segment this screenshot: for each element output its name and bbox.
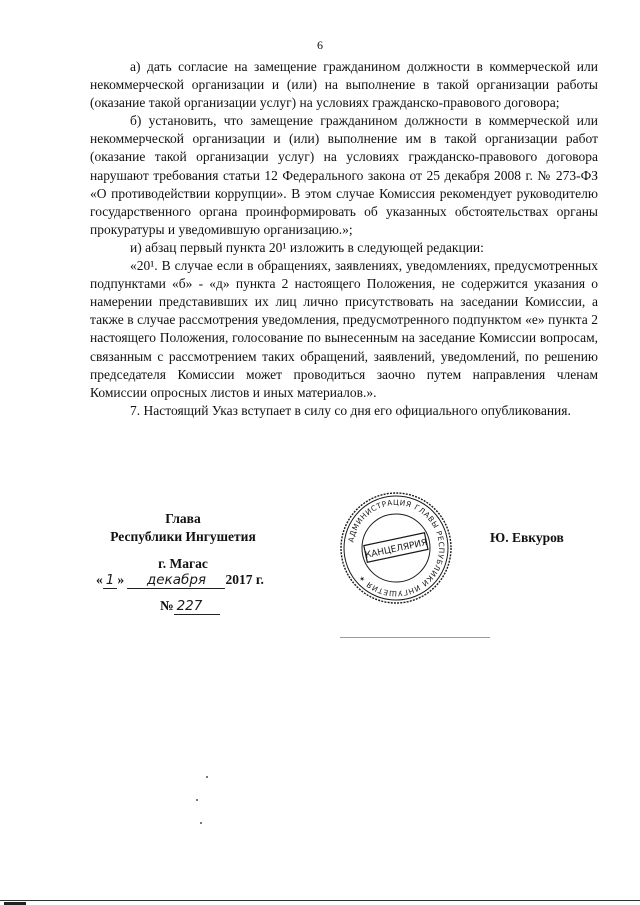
official-seal xyxy=(338,490,454,606)
document-number xyxy=(160,598,220,615)
scan-artifact-dot xyxy=(200,822,202,824)
date-open-quote: « xyxy=(96,572,103,587)
date-close-quote: » xyxy=(117,572,125,587)
signatory-name: Ю. Евкуров xyxy=(490,530,564,545)
date-year: 2017 г. xyxy=(225,572,264,587)
signatory-title-line2: Республики Ингушетия xyxy=(110,529,256,544)
signatory-title-line1: Глава xyxy=(165,511,201,526)
paragraph-a: а) дать согласие на замещение гражданином должности в коммерческой или некоммерческой организации и (или) на выполнение в такой организации работы (оказание такой организации услуг) на условиях гражданско-правового договора; xyxy=(90,59,598,111)
scan-artifact-line xyxy=(340,637,490,638)
page-number: 6 xyxy=(317,38,323,52)
signatory-title xyxy=(68,510,298,546)
number-value-handwritten: 227 xyxy=(174,599,220,615)
document-body xyxy=(90,58,598,420)
date-day-handwritten: 1 xyxy=(103,573,118,589)
seal-graphic xyxy=(338,490,454,606)
seal-center-lettering: КАНЦЕЛЯРИЯ xyxy=(364,537,429,561)
date-month-handwritten: декабря xyxy=(127,573,225,589)
number-sign: № xyxy=(160,598,174,613)
issue-place: г. Магас xyxy=(158,556,208,571)
paragraph-b: б) установить, что замещение гражданином должности в коммерческой или некоммерческой организации и (или) выполнение им в такой организации работ (оказание такой организации услуг) на условиях гражданско-правового договора нарушают требования статьи 12 Федерального закона от 25 декабря 2008 г. № 273-ФЗ «О противодействии коррупции». В этом случае Комиссия рекомендует руководителю государственного органа проинформировать об указанных обстоятельствах органы прокуратуры и уведомившую организацию.»; xyxy=(90,113,598,237)
scan-edge-line xyxy=(0,900,640,901)
scan-artifact-dot xyxy=(206,776,208,778)
paragraph-7: 7. Настоящий Указ вступает в силу со дня его официального опубликования. xyxy=(130,402,571,418)
scan-artifact-dot xyxy=(196,799,198,801)
seal-ring-lettering: АДМИНИСТРАЦИЯ ГЛАВЫ РЕСПУБЛИКИ ИНГУШЕТИЯ ✶ xyxy=(346,497,447,599)
paragraph-20-1: «20¹. В случае если в обращениях, заявлениях, уведомлениях, предусмотренных подпунктами «б» - «д» пункта 2 настоящего Положения, не содержится указания о намерении представивших их лиц лично присутствовать на заседании Комиссии, а также в случае рассмотрения уведомления, предусмотренного подпунктом «е» пункта 2 настоящего Положения, голосование по вынесенным на заседание Комиссии вопросам, связанным с рассмотрением таких обращений, заявлений, уведомлений, по решению председателя Комиссии может проводиться заочно путем направления членам Комиссии опросных листов и иных материалов.». xyxy=(90,258,598,400)
issue-date xyxy=(96,572,264,589)
paragraph-i: и) абзац первый пункта 20¹ изложить в следующей редакции: xyxy=(130,239,484,255)
